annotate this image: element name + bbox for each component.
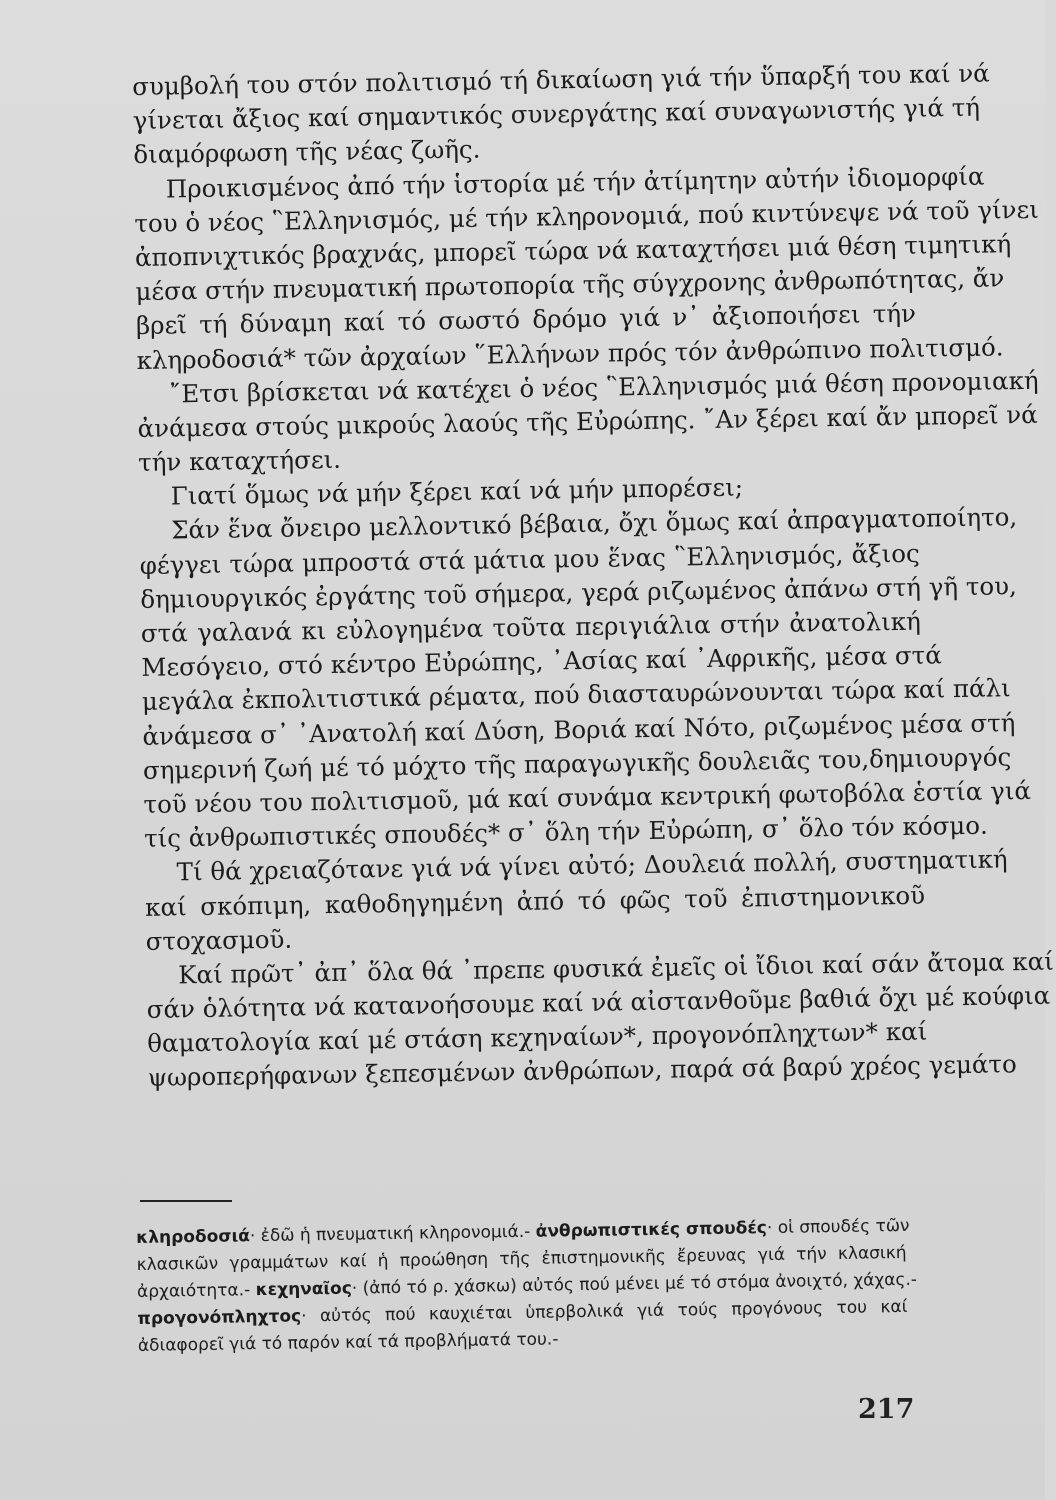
footnote-definition: · οἱ σπουδές τῶν <box>766 1215 910 1239</box>
text-line: κληροδοσιά* τῶν ἀρχαίων ῞Ελλήνων πρός τόν ἀνθρώπινο πολιτισμό. <box>136 331 1004 375</box>
text-line: δημιουργικός ἐργάτης τοῦ σήμερα, γερά ριζωμένος ἀπάνω στή γῆ του, <box>140 570 1018 614</box>
text-line: Προικισμένος ἀπό τήν ἱστορία μέ τήν ἀτίμητην αὐτήν ἰδιομορφία <box>165 161 985 204</box>
footnote-definition: κλασικῶν γραμμάτων καί ἡ προώθηση τῆς ἐπιστημονικῆς ἔρευνας γιά τήν κλασική <box>136 1242 907 1275</box>
text-line: τίς ἀνθρωπιστικές σπουδές* σ᾽ ὅλη τήν Εὐρώπη, σ᾽ ὅλο τόν κόσμο. <box>143 810 988 854</box>
footnote-term: κληροδοσιά <box>136 1226 251 1248</box>
text-line: Καί πρῶτ᾽ ἀπ᾽ ὅλα θά ᾽πρεπε φυσικά ἐμεῖς οἱ ἴδιοι καί σάν ἄτομα καί <box>177 946 1054 990</box>
text-line: σάν ὁλότητα νά κατανοήσουμε καί νά αἰστανθοῦμε βαθιά ὄχι μέ κούφια <box>146 980 1051 1024</box>
footnote-definition: ἀρχαιότητα.- <box>136 1280 251 1302</box>
text-line: μέσα στήν πνευματική πρωτοπορία τῆς σύγχρονης ἀνθρωπότητας, ἄν <box>135 263 1005 307</box>
page-number: 217 <box>858 1394 915 1425</box>
body-text <box>132 58 1054 1096</box>
text-line: τήν καταχτήσει. <box>137 444 342 478</box>
text-line: ῎Ετσι βρίσκεται νά κατέχει ὁ νέος ῝Ελληνισμός μιά θέση προνομιακή <box>168 365 1039 409</box>
footnote-term: ἀνθρωπιστικές σπουδές <box>535 1218 768 1242</box>
text-line: διαμόρφωση τῆς νέας ζωῆς. <box>133 134 481 170</box>
footnote-term: προγονόπληχτος <box>137 1306 302 1329</box>
text-line: σημερινή ζωή μέ τό μόχτο τῆς παραγωγικῆς δουλειᾶς του,δημιουργός <box>142 742 1012 785</box>
text-line: στοχασμοῦ. <box>145 924 293 956</box>
text-line: ἀποπνιχτικός βραχνάς, μπορεῖ τώρα νά καταχτήσει μιά θέση τιμητική <box>134 229 1012 272</box>
text-line: φέγγει τώρα μπροστά στά μάτια μου ἕνας ῝Ελληνισμός, ἄξιος <box>139 538 920 580</box>
footnote-definition: · (ἀπό τό ρ. χάσκω) αὐτός πού μένει μέ τό στόμα ἀνοιχτό, χάχας.- <box>351 1269 918 1299</box>
text-line: Μεσόγειο, στό κέντρο Εὐρώπης, ᾽Ασίας καί ᾽Αφρικῆς, μέσα στά <box>141 640 942 683</box>
text-line: συμβολή του στόν πολιτισμό τή δικαίωση γιά τήν ὕπαρξή του καί νά <box>132 58 990 101</box>
footnote-definition: ἀδιαφορεῖ γιά τό παρόν καί τά προβλήματά του.- <box>137 1329 559 1356</box>
text-line: ψωροπερήφανων ξεπεσμένων ἀνθρώπων, παρά σά βαρύ χρέος γεμάτο <box>147 1049 1017 1093</box>
footnote-definition: · αὐτός πού καυχιέται ὑπερβολικά γιά τούς προγόνους του καί <box>301 1296 908 1327</box>
footnote-definition: · ἐδῶ ἡ πνευματική κληρονομιά.- <box>249 1221 531 1247</box>
text-line: ἀνάμεσα στούς μικρούς λαούς τῆς Εὐρώπης. ῎Αν ξέρει καί ἄν μπορεῖ νά <box>137 399 1038 443</box>
text-line: μεγάλα ἐκπολιτιστικά ρέματα, πού διασταυρώνουνται τώρα καί πάλι <box>141 673 1011 717</box>
text-line: βρεῖ τή δύναμη καί τό σωστό δρόμο γιά ν᾽ ἀξιοποιήσει τήν <box>135 299 917 341</box>
text-line: θαματολογία καί μέ στάση κεχηναίων*, προγονόπληχτων* καί <box>147 1016 928 1059</box>
footnotes <box>136 1213 918 1360</box>
text-line: καί σκόπιμη, καθοδηγημένη ἀπό τό φῶς τοῦ ἐπιστημονικοῦ <box>144 880 926 922</box>
text-line: Τί θά χρειαζότανε γιά νά γίνει αὐτό; Δουλειά πολλή, συστηματική <box>176 844 1008 887</box>
text-line: Σάν ἕνα ὄνειρο μελλοντικό βέβαια, ὄχι ὅμως καί ἀπραγματοποίητο, <box>171 502 1018 545</box>
text-line: στά γαλανά κι εὐλογημένα τοῦτα περιγιάλια στήν ἀνατολική <box>140 606 921 648</box>
text-line: του ὁ νέος ῝Ελληνισμός, μέ τήν κληρονομιά, πού κιντύνεψε νά τοῦ γίνει <box>134 194 1039 238</box>
footnote-rule <box>140 1200 232 1202</box>
text-line: Γιατί ὅμως νά μήν ξέρει καί νά μήν μπορέσει; <box>170 472 744 511</box>
text-line: τοῦ νέου του πολιτισμοῦ, μά καί συνάμα κεντρική φωτοβόλα ἑστία γιά <box>143 775 1032 819</box>
text-line: ἀνάμεσα σ᾽ ᾽Ανατολή καί Δύση, Βοριά καί Νότο, ριζωμένος μέσα στή <box>142 707 1016 751</box>
footnote-term: κεχηναῖος <box>255 1278 353 1301</box>
text-line: γίνεται ἄξιος καί σημαντικός συνεργάτης καί συναγωνιστής γιά τή <box>132 92 981 136</box>
